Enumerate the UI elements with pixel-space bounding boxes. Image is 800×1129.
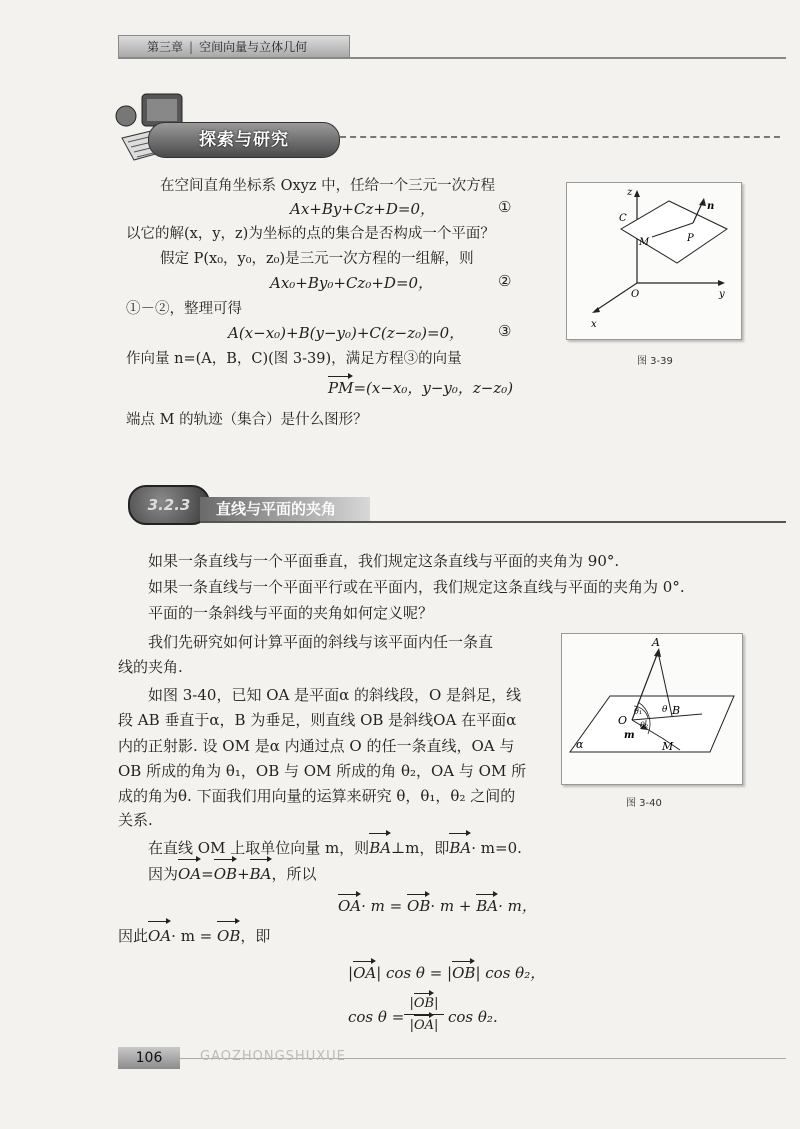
body-paragraph-5d: OB 所成的角为 θ₁，OB 与 OM 所成的角 θ₂，OA 与 OM 所 (118, 762, 527, 780)
equation-cos-lhs: cos θ = (348, 1008, 405, 1026)
y-axis-arrow (718, 280, 725, 286)
body-paragraph-2: 如果一条直线与一个平面平行或在平面内，我们规定这条直线与平面的夹角为 0°. (148, 578, 685, 596)
p6-mid: ⊥m，即 (391, 839, 450, 857)
label-o: O (618, 714, 628, 727)
vector-ba-3: BA (250, 862, 272, 886)
vector-ba-4: BA (476, 897, 499, 915)
p8-post: ，即 (240, 927, 271, 945)
figure-3-39 (566, 182, 742, 340)
body-paragraph-5e: 成的角为θ. 下面我们用向量的运算来研究 θ，θ₁，θ₂ 之间的 (118, 787, 516, 805)
eq-a-1: · m = (361, 897, 408, 915)
body-paragraph-6 (148, 836, 522, 860)
chapter-number: 第三章 (147, 40, 184, 54)
label-y: y (719, 289, 725, 300)
vector-oa-5: OA (413, 1018, 435, 1033)
eq-a-4: · m = (171, 927, 218, 945)
vector-ob-2: OB (407, 897, 431, 915)
plus-1: + (237, 865, 250, 883)
explore-title-banner: 探索与研究 (148, 122, 340, 158)
explore-dashed-rule (340, 136, 780, 138)
bar-1: | (348, 964, 354, 982)
label-theta1: θ₁ (634, 707, 643, 716)
vector-ba-2: BA (449, 836, 471, 860)
body-paragraph-8 (118, 924, 270, 948)
vector-ba: BA (369, 836, 391, 860)
label-b: B (672, 704, 681, 717)
vector-ob-4: OB (452, 964, 476, 982)
z-axis-arrow (634, 190, 640, 197)
fraction-denominator (404, 1018, 444, 1033)
section-number-badge: 3.2.3 (128, 485, 210, 525)
plane-alpha (570, 696, 734, 752)
eq-b-1: | cos θ = | (376, 964, 453, 982)
body-paragraph-4a: 我们先研究如何计算平面的斜线与该平面内任一条直 (148, 633, 494, 651)
label-alpha: α (576, 738, 584, 751)
chapter-title: 空间向量与立体几何 (199, 40, 308, 54)
vector-ob: OB (214, 862, 237, 886)
p8-pre: 因此 (118, 927, 149, 945)
den-bar-1: | (409, 1018, 414, 1033)
equation-magnitudes (348, 962, 545, 983)
equation-2-number: ② (498, 272, 512, 290)
figure-3-39-caption: 图 3-39 (637, 356, 673, 367)
label-c: C (619, 213, 627, 224)
body-paragraph-5f: 关系. (118, 811, 153, 829)
vector-oa-4: OA (353, 964, 377, 982)
eq-b-2: | cos θ₂， (475, 964, 546, 982)
label-p: P (687, 233, 694, 244)
vector-ob-5: OB (413, 996, 435, 1011)
label-z: z (627, 187, 633, 198)
equals-1: = (201, 865, 214, 883)
vector-oa-3: OA (148, 924, 171, 948)
section-title-bar: 直线与平面的夹角 (200, 497, 370, 521)
figure-3-40 (561, 633, 743, 785)
body-paragraph-5c: 内的正射影. 设 OM 是α 内通过点 O 的任一条直线，OA 与 (118, 737, 515, 755)
label-m-vector: m (624, 730, 635, 741)
explore-line-4: ①－②，整理可得 (126, 301, 242, 317)
label-o: O (631, 289, 640, 300)
body-paragraph-3: 平面的一条斜线与平面的夹角如何定义呢？ (148, 604, 434, 622)
vector-ob-3: OB (217, 924, 240, 948)
eq-a-3: · m， (498, 897, 537, 915)
label-theta: θ (662, 705, 668, 715)
equation-2: Ax₀+By₀+Cz₀+D=0， (270, 274, 434, 292)
chapter-header-tab: 第三章 | 空间向量与立体几何 (118, 35, 350, 57)
body-paragraph-5a: 如图 3-40，已知 OA 是平面α 的斜线段，O 是斜足，线 (148, 686, 522, 704)
body-paragraph-7 (148, 862, 317, 886)
footer-brand: GAOZHONGSHUXUE (200, 1049, 346, 1064)
explore-line-2: 以它的解(x，y，z)为坐标的点的集合是否构成一个平面？ (126, 226, 495, 242)
body-paragraph-5b: 段 AB 垂直于α，B 为垂足，则直线 OB 是斜线OA 在平面α (118, 711, 517, 729)
label-a: A (652, 636, 660, 649)
equation-dot-product (338, 895, 537, 916)
label-m: M (639, 237, 650, 248)
p7-pre: 因为 (148, 865, 179, 883)
equation-4-rest: =(x−x₀，y−y₀，z−z₀) (353, 379, 514, 397)
p7-post: ，所以 (271, 865, 317, 883)
equation-1-number: ① (498, 198, 512, 216)
num-bar-2: | (434, 996, 439, 1011)
equation-1: Ax+By+Cz+D=0， (290, 200, 436, 218)
equation-4 (328, 377, 513, 398)
eq-a-2: · m + (430, 897, 477, 915)
equation-3: A(x−x₀)+B(y−y₀)+C(z−z₀)=0， (228, 324, 465, 342)
explore-line-3: 假定 P(x₀，y₀，z₀)是三元一次方程的一组解，则 (160, 251, 474, 267)
figure-3-40-caption: 图 3-40 (626, 798, 662, 809)
oa-arrow (654, 648, 661, 657)
header-rule (118, 57, 786, 59)
body-paragraph-1: 如果一条直线与一个平面垂直，我们规定这条直线与平面的夹角为 90°. (148, 552, 620, 570)
page-number: 106 (118, 1047, 180, 1069)
equation-cos-rhs: cos θ₂. (448, 1008, 498, 1026)
label-n: n (707, 201, 715, 212)
explore-line-6: 端点 M 的轨迹（集合）是什么图形？ (126, 412, 368, 428)
body-paragraph-4b: 线的夹角. (118, 658, 183, 676)
explore-line-5: 作向量 n=(A，B，C)(图 3-39)，满足方程③的向量 (126, 351, 462, 367)
label-theta2: θ₂ (640, 721, 649, 730)
p6-pre: 在直线 OM 上取单位向量 m，则 (148, 839, 370, 857)
equation-3-number: ③ (498, 322, 512, 340)
normal-vector-arrow (699, 198, 706, 206)
section-rule (200, 521, 786, 523)
num-bar-1: | (409, 996, 414, 1011)
vector-oa: OA (178, 862, 201, 886)
fraction-numerator (404, 996, 444, 1011)
p6-post: · m=0. (471, 839, 522, 857)
label-m: M (662, 740, 674, 753)
label-x: x (591, 319, 597, 330)
explore-line-1: 在空间直角坐标系 Oxyz 中，任给一个三元一次方程 (160, 178, 496, 194)
den-bar-2: | (434, 1018, 439, 1033)
vector-oa-2: OA (338, 897, 362, 915)
vector-pm: PM (328, 379, 354, 397)
